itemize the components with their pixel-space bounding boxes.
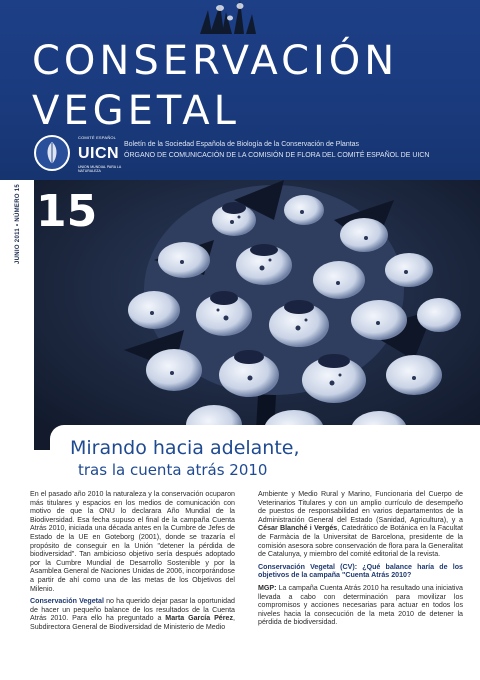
society-logo (34, 135, 70, 171)
orchid-flower-image (34, 180, 480, 450)
article-column-right (258, 490, 463, 631)
article-paragraph (30, 597, 235, 631)
headline-line1: Mirando hacia adelante, (70, 437, 300, 459)
paragraph-text: La campaña Cuenta Atrás 2010 ha resultado una iniciativa llevada a cabo con determinación para movilizar los compromisos y acciones necesarias para actuar en todos los niveles hacia la consecución de la meta 2010 de detener la pérdida de biodiversidad. (258, 583, 463, 627)
issue-number: 15 (36, 186, 98, 237)
magazine-title-line1: CONSERVACIÓN (32, 38, 399, 84)
uicn-big-text: UICN (78, 145, 120, 162)
cover-photo (34, 180, 480, 450)
subtitle-society: Boletín de la Sociedad Española de Biología de la Conservación de Plantas (124, 141, 360, 148)
paragraph-text: , Catedrático de Botánica en la Facultat de Farmàcia de la Universitat de Barcelona, presidente de la comisión asesora sobre conservación de flora para la Generalitat de Catalunya, y miembro del comité editorial de la revista. (258, 524, 464, 559)
article-paragraph: En el pasado año 2010 la naturaleza y la conservación ocuparon más titulares y espacios en los medios de comunicación con motivo de que la ONU lo declarara Año Mundial de la Biodiversidad. Esa fecha supuso el final de la campaña Cuenta Atrás 2010, iniciada una década antes en la Cumbre de Jefes de Estado de la UE en Goteborg (2001), donde se trazaría el propósito de conseguir en la Unión "detener la pérdida de biodiversidad". Tan ambicioso objetivo sería después adoptado por la Cumbre Mundial de Desarrollo Sostenible y por la Asamblea General de Naciones Unidas de 2006, incorporándose a partir de ahí como una de las metas de los Objetivos del Milenio. (30, 490, 235, 593)
society-leaf-icon (36, 137, 68, 169)
interview-question: Conservación Vegetal (CV): ¿Qué balance haría de los objetivos de la campaña "Cuenta Atrás 2010? (258, 562, 463, 580)
headline-line2: tras la cuenta atrás 2010 (78, 461, 268, 479)
interview-answer (258, 584, 463, 627)
top-plant-illustration (190, 0, 270, 34)
article-column-left (30, 490, 235, 636)
paragraph-text: no ha querido dejar pasar la oportunidad de hacer un pequeño balance de los resultados de la Cuenta Atrás 2010. Para ello ha preguntado a (30, 597, 235, 623)
interviewee-name: César Blanché i Vergés (258, 524, 338, 533)
issue-side-label: JUNIO 2011 • NÚMERO 15 (15, 183, 21, 264)
uicn-small-text: COMITÉ ESPAÑOL (78, 135, 117, 140)
publication-name: Conservación Vegetal (30, 597, 104, 606)
paragraph-text: Ambiente y Medio Rural y Marino, Funcionaria del Cuerpo de Veterinarios Titulares y con un amplio currículo de desempeño de puestos de responsabilidad en varios departamentos de la Administración General del Estado (Sanidad, Agricultura), y a (258, 490, 463, 524)
answer-initials: MGP: (258, 583, 277, 592)
interviewee-name: Marta García Pérez (165, 614, 233, 623)
magazine-title-line2: VEGETAL (32, 88, 240, 134)
paragraph-text: , Subdirectora General de Biodiversidad de Ministerio de Medio (30, 614, 235, 631)
masthead (0, 0, 480, 180)
uicn-tagline: UNION MUNDIAL PARA LA NATURALEZA (78, 165, 121, 173)
subtitle-organ: ÓRGANO DE COMUNICACIÓN DE LA COMISIÓN DE FLORA DEL COMITÉ ESPAÑOL DE UICN (124, 152, 430, 159)
article-paragraph (258, 490, 463, 559)
uicn-logo (78, 135, 126, 175)
